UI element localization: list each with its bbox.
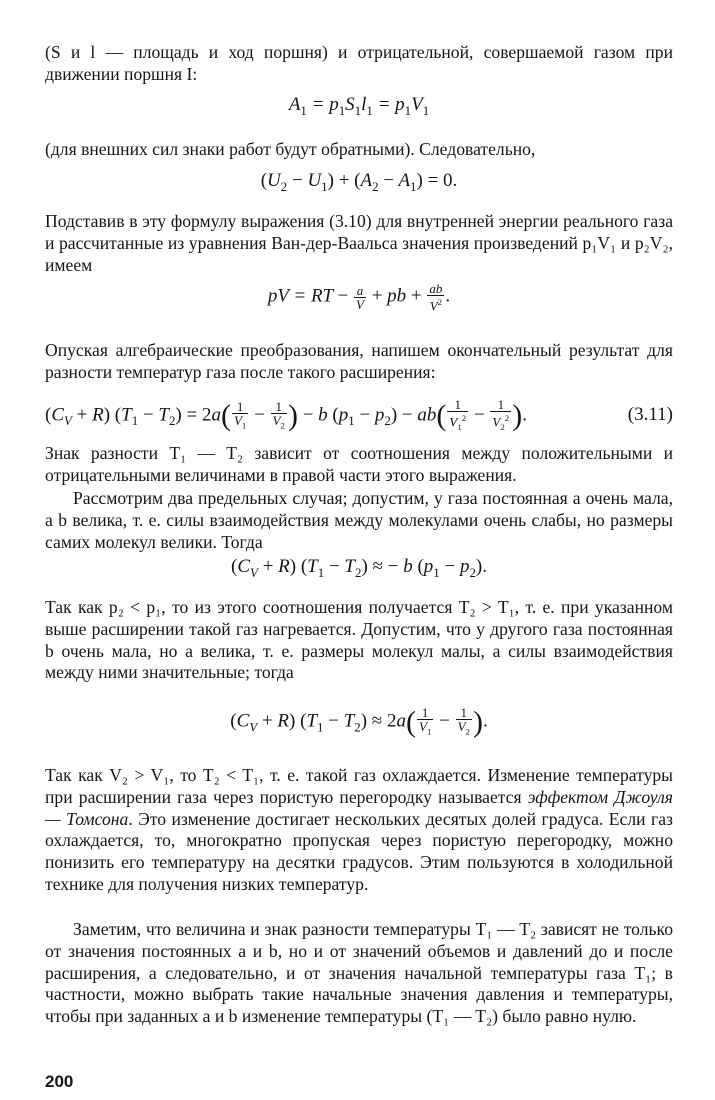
formula-van-der-waals: pV = RT − $\frac{a}{V}$ + pb + $\frac{ab}{V^2}$ . [267,281,451,314]
formula-case-small-b: $(C_V + R) (T_1 - T_2) \approx 2a$( $\frac{1}{V_1}$ − $\frac{1}{V_2}$ ). [230,705,488,739]
paragraph-6: Рассмотрим два предельных случая; допустим, у газа постоянная a очень мала, а b велика, т. е. силы взаимодействия между молекулами очень слабы, но размеры самих молекул велики. Тогда [45,488,673,552]
paragraph-8-text-b: . Это изменение достигает нескольких десятых долей градуса. Если газ охлаждается, то, многократно пропуская через пористую перегородку, можно понизить его температуру на десятки градусов. Этим пользуются в холодильной технике для получения низких температур. [45,808,673,894]
paragraph-4: Опуская алгебраические преобразования, напишем окончательный результат для разности температур газа после такого расширения: [45,340,673,382]
joule-thomson-term: эффектом Джоуля — Томсона [45,786,673,829]
formula-energy-balance: $(U_2 - U_1) + (A_2 - A_1) = 0$. [260,170,458,194]
paragraph-2: (для внешних сил знаки работ будут обратными). Следовательно, [45,139,536,159]
paragraph-8-text-a: Так как V₂ > V₁, то T₂ < T₁, т. е. такой газ охлаждается. Изменение температуры при расширении газа через пористую перегородку называется [45,765,673,807]
formula-work-1: $A_1 = p_1S_1l_1 = p_1V_1$ [288,94,430,118]
page-number: 200 [45,1072,74,1091]
paragraph-8 [45,765,673,896]
paragraph-7: Так как p₂ < p₁, то из этого соотношения получается T₂ > T₁, т. е. при указанном выше расширении такой газ нагревается. Допустим, что у другого газа постоянная b очень мала, но a велика, т. е. размеры молекул малы, а силы взаимодействия между ними значительные; тогда [45,597,673,683]
paragraph-1: (S и l — площадь и ход поршня) и отрицательной, совершаемой газом при движении поршня I: [45,42,673,84]
paragraph-5: Знак разности T₁ — T₂ зависит от соотношения между положительными и отрицательными величинами в правой части этого выражения. [45,443,673,485]
equation-number: (3.11) [627,404,673,425]
paragraph-3: Подставив в эту формулу выражения (3.10) для внутренней энергии реального газа и рассчитанные из уравнения Ван-дер-Ваальса значения произведений p₁V₁ и p₂V₂, имеем [45,211,673,275]
formula-3-11: $(C_V + R) (T_1 - T_2) = 2a$( $\frac{1}{V_1}$ − $\frac{1}{V_2}$ ) − b $(p_1 - p_2) - ab$( $\frac{1}{V_1^2}$ − $\frac{1}{V_2^2}$ ). (3.11) [45,397,673,432]
paragraph-9: Заметим, что величина и знак разности температуры T₁ — T₂ зависят не только от значения постоянных a и b, но и от значений объемов и давлений до и после расширения, а следовательно, и от значения начальной температуры газа T₁; в частности, можно выбрать такие начальные значения давления и температуры, чтобы при заданных a и b изменение температуры (T₁ — T₂) было равно нулю. [45,919,673,1027]
formula-case-small-a: $(C_V + R) (T_1 - T_2)$ ≈ − b $(p_1 - p_2)$. [231,556,487,580]
